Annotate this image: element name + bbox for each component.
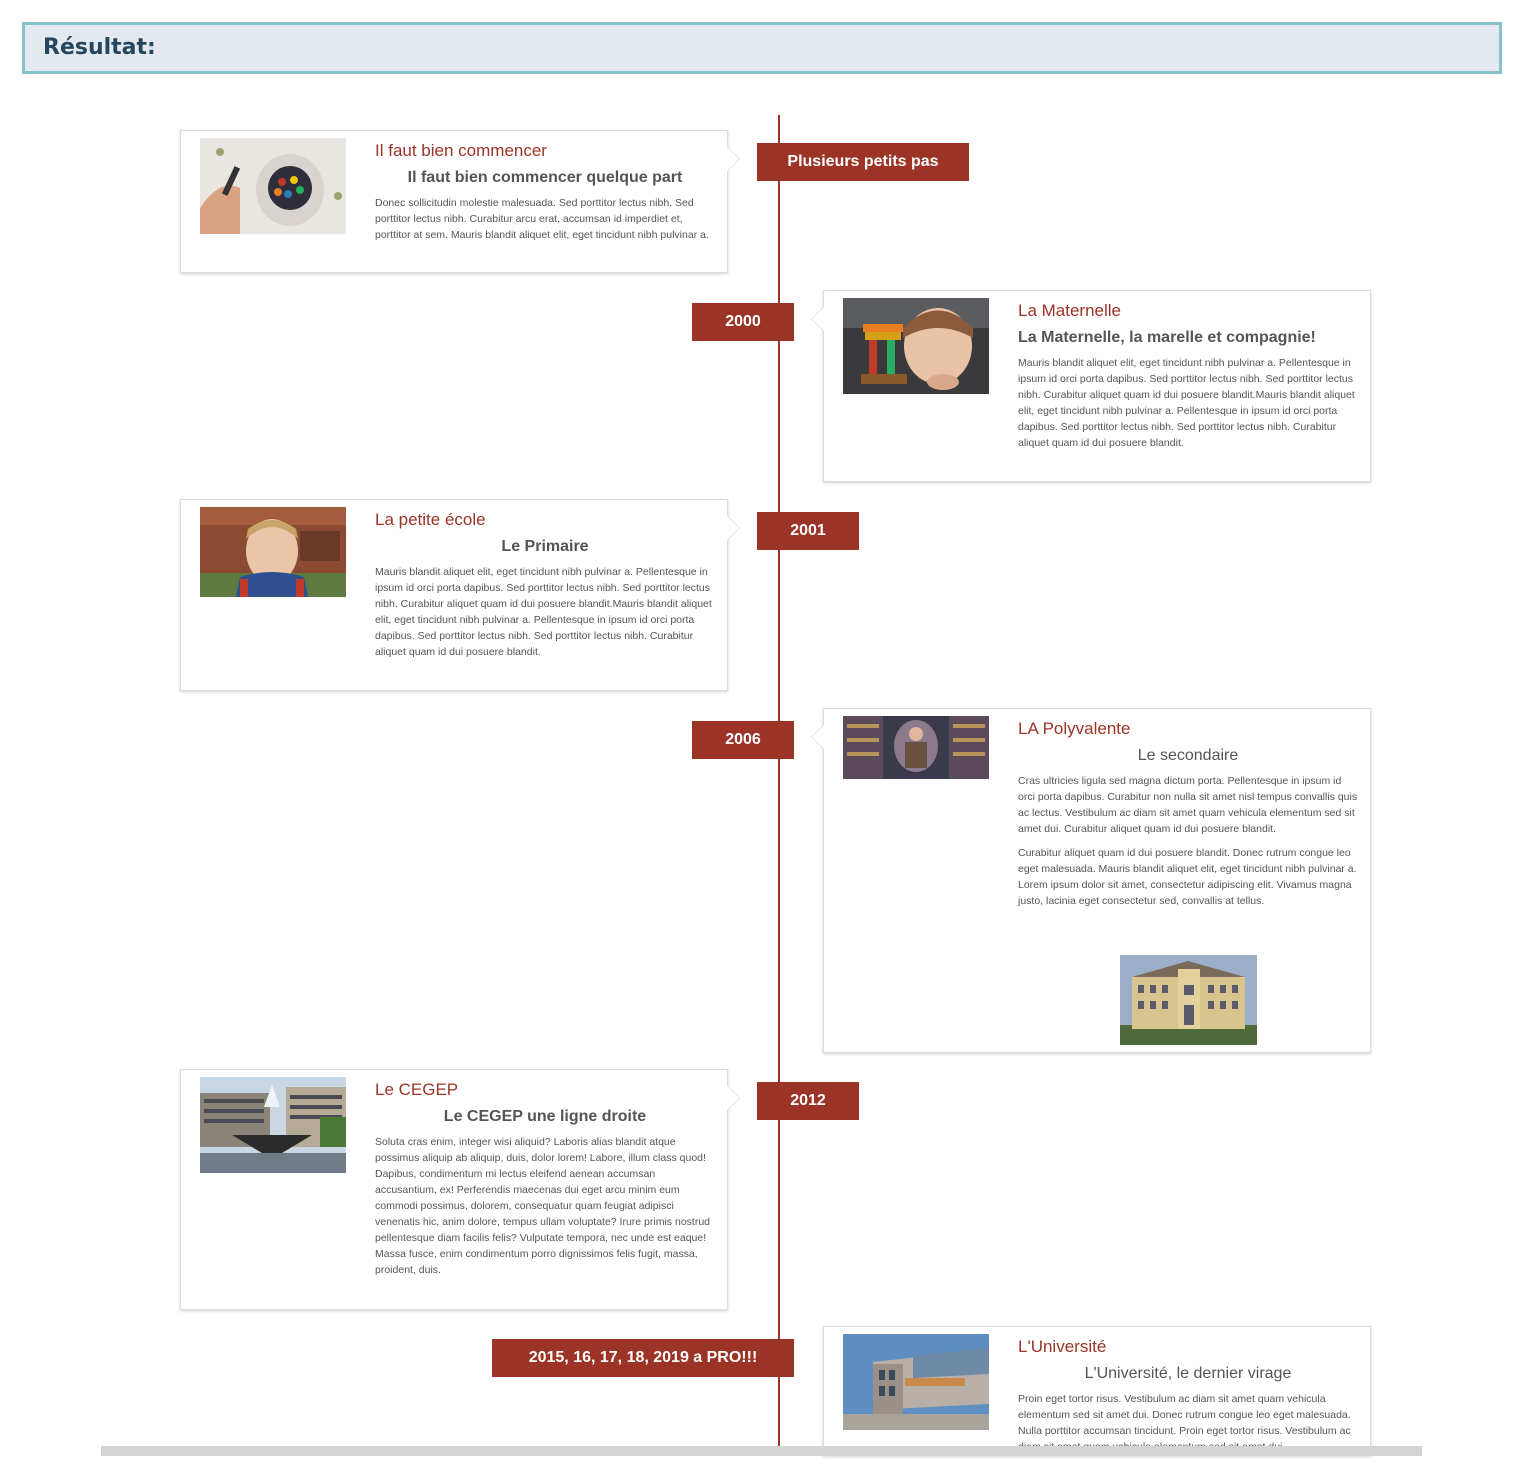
school-building-photo: [1120, 955, 1257, 1045]
card-text: Donec sollicitudin molestie malesuada. Sed porttitor lectus nibh. Sed porttitor lectus nibh. Curabitur arcu erat, accumsan id imperdiet et, porttitor at sem. Mauris blandit aliquet elit, eget tincidunt nibh pulvinar a.: [375, 197, 709, 241]
card-subtitle: Le CEGEP une ligne droite: [443, 1108, 647, 1125]
timeline-card-petite-ecole: [180, 499, 728, 691]
date-badge: 2000: [692, 303, 794, 341]
card-title: La Maternelle: [1018, 301, 1122, 320]
horizontal-scrollbar[interactable]: [101, 1446, 1422, 1456]
timeline-card-commencer: [180, 130, 728, 273]
crayons-photo: [200, 138, 346, 234]
card-pointer: [812, 725, 824, 749]
card-subtitle: L'Université, le dernier virage: [1084, 1365, 1292, 1382]
date-badge: 2012: [757, 1082, 859, 1120]
card-title: L'Université: [1018, 1337, 1107, 1356]
card-title: Il faut bien commencer: [375, 141, 547, 160]
card-text: Proin eget tortor risus. Vestibulum ac diam sit amet quam vehicula elementum sed sit amet dui. Donec rutrum congue leo eget malesuada. Nulla porttitor accumsan tincidunt. Proin eget tortor risus. Vestibulum ac: [1018, 1393, 1351, 1437]
card-title: LA Polyvalente: [1018, 719, 1131, 738]
date-badge: 2015, 16, 17, 18, 2019 a PRO!!!: [492, 1339, 794, 1377]
card-pointer: [727, 516, 739, 540]
card-title: La petite école: [375, 510, 486, 529]
timeline-card-maternelle: [823, 290, 1371, 482]
card-pointer: [727, 147, 739, 171]
card-text: Mauris blandit aliquet elit, eget tincidunt nibh pulvinar a. Pellentesque in ipsum id orci porta dapibus. Sed porttitor lectus nibh. Sed porttitor lectus nibh. Curabitur aliquet quam id dui posuere blandit.Mauris blandit aliquet elit, eget tincidunt nibh pulvinar a. Pellentesque in ipsum id orci porta dapibus. Sed porttitor lectus nibh. Sed porttitor lectus nibh. Curabitur aliquet quam id dui posuere blandit.: [375, 566, 712, 658]
date-badge: Plusieurs petits pas: [757, 143, 969, 181]
result-header-bar: [22, 22, 1502, 74]
result-label: Résultat:: [43, 35, 156, 60]
university-building-photo: [843, 1334, 989, 1430]
card-subtitle: La Maternelle, la marelle et compagnie!: [1018, 329, 1316, 346]
card-title: Le CEGEP: [375, 1080, 459, 1099]
card-subtitle: Le secondaire: [1137, 747, 1239, 764]
card-pointer: [812, 307, 824, 331]
fountain-photo: [200, 1077, 346, 1173]
card-text: Mauris blandit aliquet elit, eget tincidunt nibh pulvinar a. Pellentesque in ipsum id orci porta dapibus. Sed porttitor lectus nibh. Sed porttitor lectus nibh. Curabitur aliquet quam id dui posuere blandit.Mauris blandit aliquet elit, eget tincidunt nibh pulvinar a. Pellentesque in ipsum id orci porta dapibus. Sed porttitor lectus nibh. Sed porttitor lectus nibh. Curabitur aliquet quam id dui posuere blandit.: [1018, 357, 1355, 449]
card-pointer: [823, 1343, 824, 1367]
card-text-2: Curabitur aliquet quam id dui posuere blandit. Donec rutrum congue leo eget malesuada. Mauris blandit aliquet elit, eget tincidunt nibh pulvinar a. Lorem ipsum dolor sit amet, consectetur adipiscing elit. Vivamus magna justo, lacinia eget consectetur sed, convallis at tellus.: [1018, 847, 1357, 907]
timeline-card-polyvalente: [823, 708, 1371, 1053]
date-badge: 2006: [692, 721, 794, 759]
card-pointer: [727, 1086, 739, 1110]
card-text: Soluta cras enim, integer wisi aliquid? Laboris alias blandit atque possimus aliquip ab aliquip, duis, dolor lorem! Labore, illum class quod! Dapibus, condimentum mi lectus eleifend aenean accumsan accusantium, ex! Perferendis maecenas dui eget arcu minim eum commodi possimus, dolorem, consequatur quam feugiat adipisci venenatis hic, anim dolore, tempus ullam voluptate? Irure primis nostrud pellentesque diam facilis felis? Vulputate tempora, nec unde est eaque! Massa fusce, enim condimentum porro dignissimos felis fugit, massa, proident, duis.: [375, 1136, 710, 1276]
card-subtitle: Le Primaire: [501, 538, 589, 555]
card-subtitle: Il faut bien commencer quelque part: [407, 169, 683, 186]
schoolboy-photo: [200, 507, 346, 597]
date-badge: 2001: [757, 512, 859, 550]
timeline-card-cegep: [180, 1069, 728, 1310]
card-text: Cras ultricies ligula sed magna dictum porta. Pellentesque in ipsum id orci porta dapibus. Curabitur non nulla sit amet nisl tempus convallis quis ac lectus. Vestibulum ac diam sit amet quam vehicula elementum sed sit amet dui. Curabitur aliquet quam id dui posuere blandit.: [1018, 775, 1358, 835]
timeline-card-universite: [823, 1326, 1371, 1456]
library-photo: [843, 716, 989, 779]
child-blocks-photo: [843, 298, 989, 394]
